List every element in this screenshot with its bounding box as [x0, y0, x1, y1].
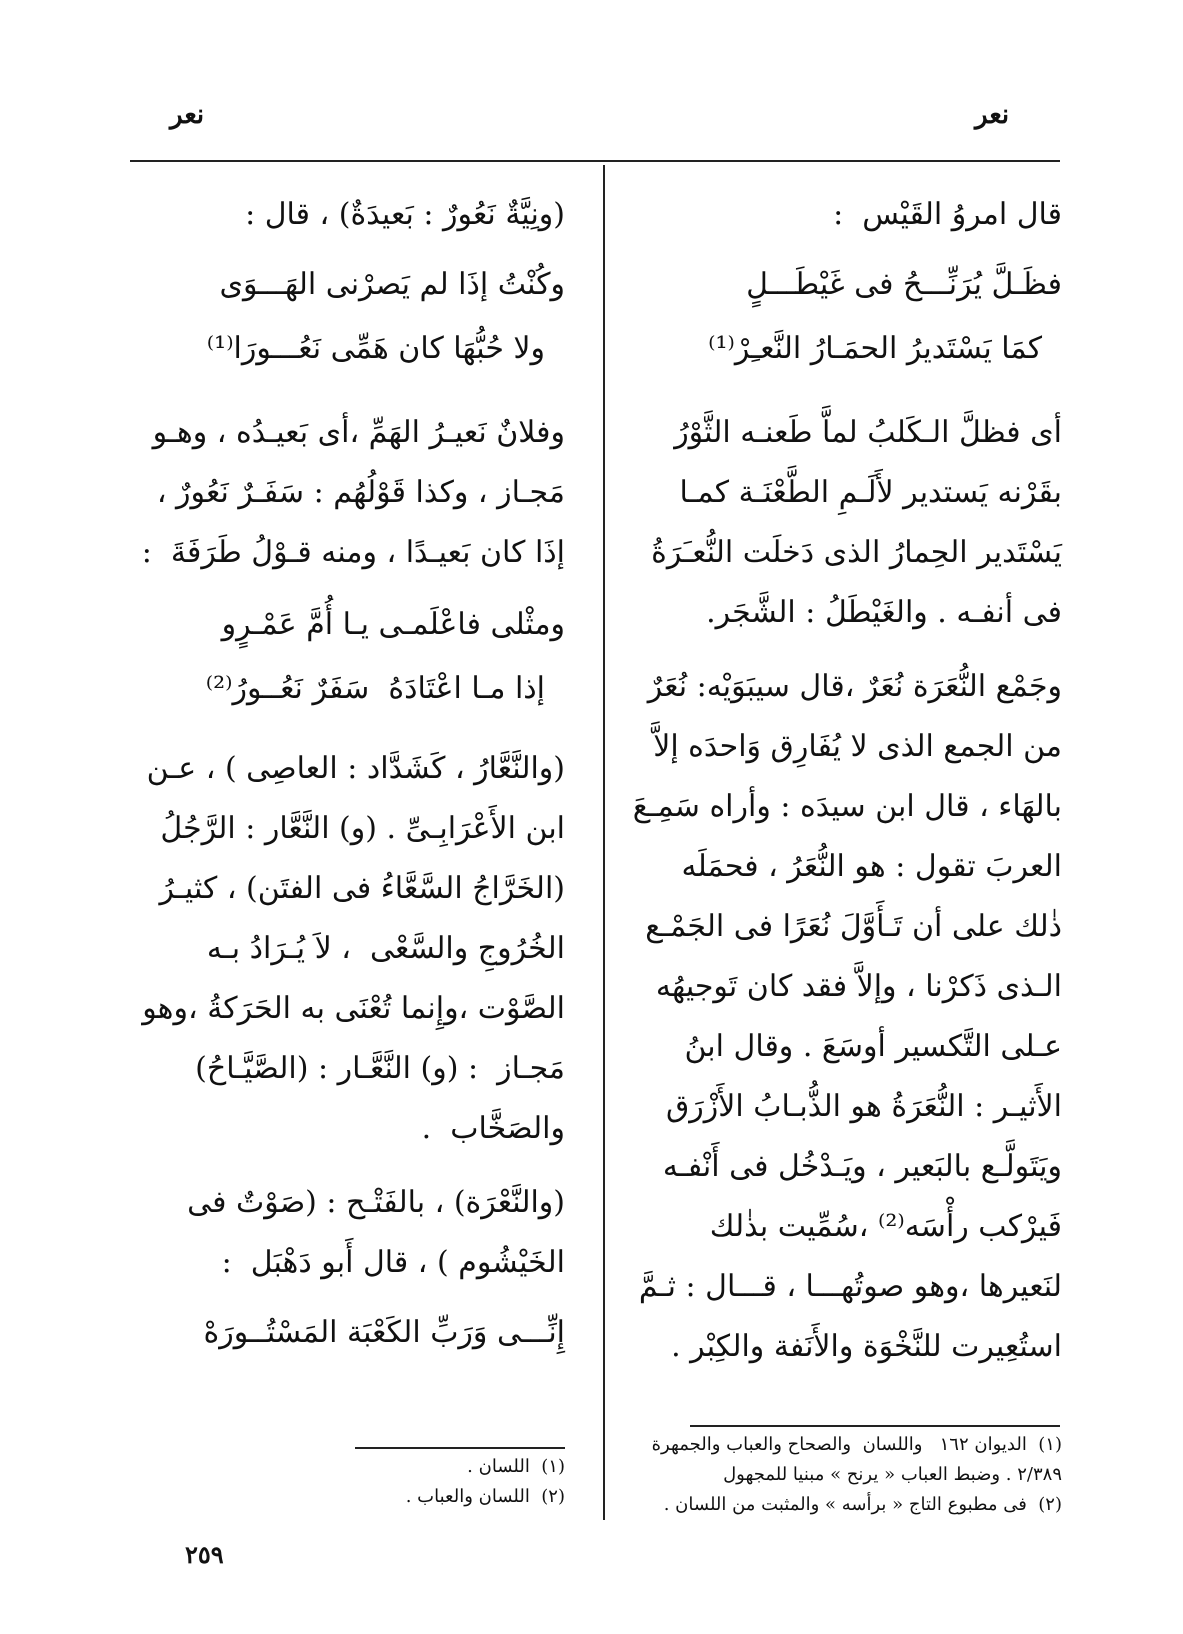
footnote: (١) الديوان ١٦٢ واللسان والصحاح والعباب والجمهرة ٢/٣٨٩ . وضبط العباب « يرنح » مبنيا للمجهول	[645, 1434, 1062, 1485]
footnote-rule	[355, 1447, 565, 1449]
footnotes-left	[330, 1452, 565, 1512]
body-paragraph: وفلانٌ نَعيـرُ الهَمِّ ،أى بَعيـدُه ، وهـو مَجـاز ، وكذا قَوْلُهُم : سَفَـرٌ نَعُورٌ ، إذَا كان بَعيـدًا ، ومنه قـوْلُ طَرَفَةَ :	[141, 415, 565, 570]
verse-line: فظَـلَّ يُرَنِّـــحُ فى غَيْطَـــلٍ	[746, 267, 1062, 302]
verse-line: ومثْلى فاعْلَمـى يـا أُمَّ عَمْـرٍو	[221, 607, 565, 642]
left-column	[130, 185, 565, 1365]
body-paragraph: وجَمْع النُّعَرَة نُعَرٌ ،قال سيبَوَيْه: نُعَرٌ من الجمع الذى لا يُفَارِق وَاحدَه إلاَّ بالهَاء ، قال ابن سيدَه : وأراه سَمِـعَ العربَ تقول : هو النُّعَرُ ، فحمَلَه ذٰلك على أن تَـأَوَّلَ نُعَرًا فى الجَمْـع الـذى ذَكرْنا ، وإلاَّ فقد كان تَوجيهُه عـلى التَّكسير أوسَعَ . وقال ابنُ الأَثيـر : النُّعَرَةُ هو الذُّبـابُ الأَزْرَق ويَتَولَّـع بالبَعير ، ويَـدْخُل فى أَنْفـه فَيرْكب رأْسَه⁽²⁾ ،سُمِّيت بذٰلك لنَعيرها ،وهو صوتُهـــا ، قـــال : ثـمَّ استُعِيرت للنَّخْوَة والأَنَفة والكِبْر .	[623, 669, 1062, 1364]
footnote: (١) اللسان .	[467, 1456, 565, 1477]
body-paragraph: أى فظلَّ الـكَلبُ لماَّ طَعنـه الثَّوْرُ بقَرْنه يَستدير لأَلَـمِ الطَّعْنَـة كمـا يَسْتَدير الحِمارُ الذى دَخلَت النُّعـَرَةُ فى أنفـه . والغَيْطَلُ : الشَّجَر.	[641, 415, 1062, 630]
header-rule	[130, 160, 1060, 162]
footnote: (٢) فى مطبوع التاج « برأسه » والمثبت من اللسان .	[663, 1494, 1062, 1515]
footnotes-right	[630, 1430, 1062, 1520]
body-paragraph: (والنَّعَّارُ ، كَشَدَّاد : العاصِى ) ، عـن ابن الأَعْرَابِـىِّ . (و) النَّعَّار : الرَّجُلُ (الخَرَّاجُ السَّعَّاءُ فى الفتَن) ، كثيـرُ الخُرُوجِ والسَّعْى ، لاَ يُـرَادُ بـه الصَّوْت ،وإِنما تُعْنَى به الحَرَكةُ ،وهو مَجـاز : (و) النَّعَّـار : (الصَّيَّـاحُ) والصَخَّاب .	[132, 751, 565, 1146]
column-divider	[603, 165, 605, 1520]
right-column	[623, 185, 1062, 1385]
verse-line: كمَا يَسْتَديرُ الحمَـارُ النَّعـِرْ⁽¹⁾	[708, 331, 1042, 366]
footnote: (٢) اللسان والعباب .	[405, 1486, 565, 1507]
verse-line: إِنِّـــى وَرَبِّ الكَعْبَة المَسْتُــورَهْ	[203, 1315, 565, 1350]
verse-line: إذا مـا اعْتَادَهُ سَفَرٌ نَعُــورُ⁽²⁾	[205, 671, 545, 706]
verse-line: ولا حُبُّهَا كان هَمِّى نَعُـــورَا⁽¹⁾	[206, 331, 545, 366]
page-number: ٢٥٩	[185, 1540, 224, 1569]
intro-line: قال امروُ القَيْس :	[833, 197, 1062, 232]
verse-line: وكُنْتُ إذَا لم يَصرْنى الهَـــوَى	[219, 267, 565, 302]
body-paragraph: (والنَّعْرَة) ، بالفَتْـح : (صَوْتٌ فى الخَيْشُوم ) ، قال أَبو دَهْبَل :	[177, 1185, 565, 1280]
header-right-word: نعر	[975, 100, 1010, 130]
intro-line: (ونِيَّةٌ نَعُورٌ : بَعيدَةٌ) ، قال :	[245, 197, 565, 232]
footnote-rule	[690, 1425, 1060, 1427]
header-left-word: نعر	[170, 100, 205, 130]
